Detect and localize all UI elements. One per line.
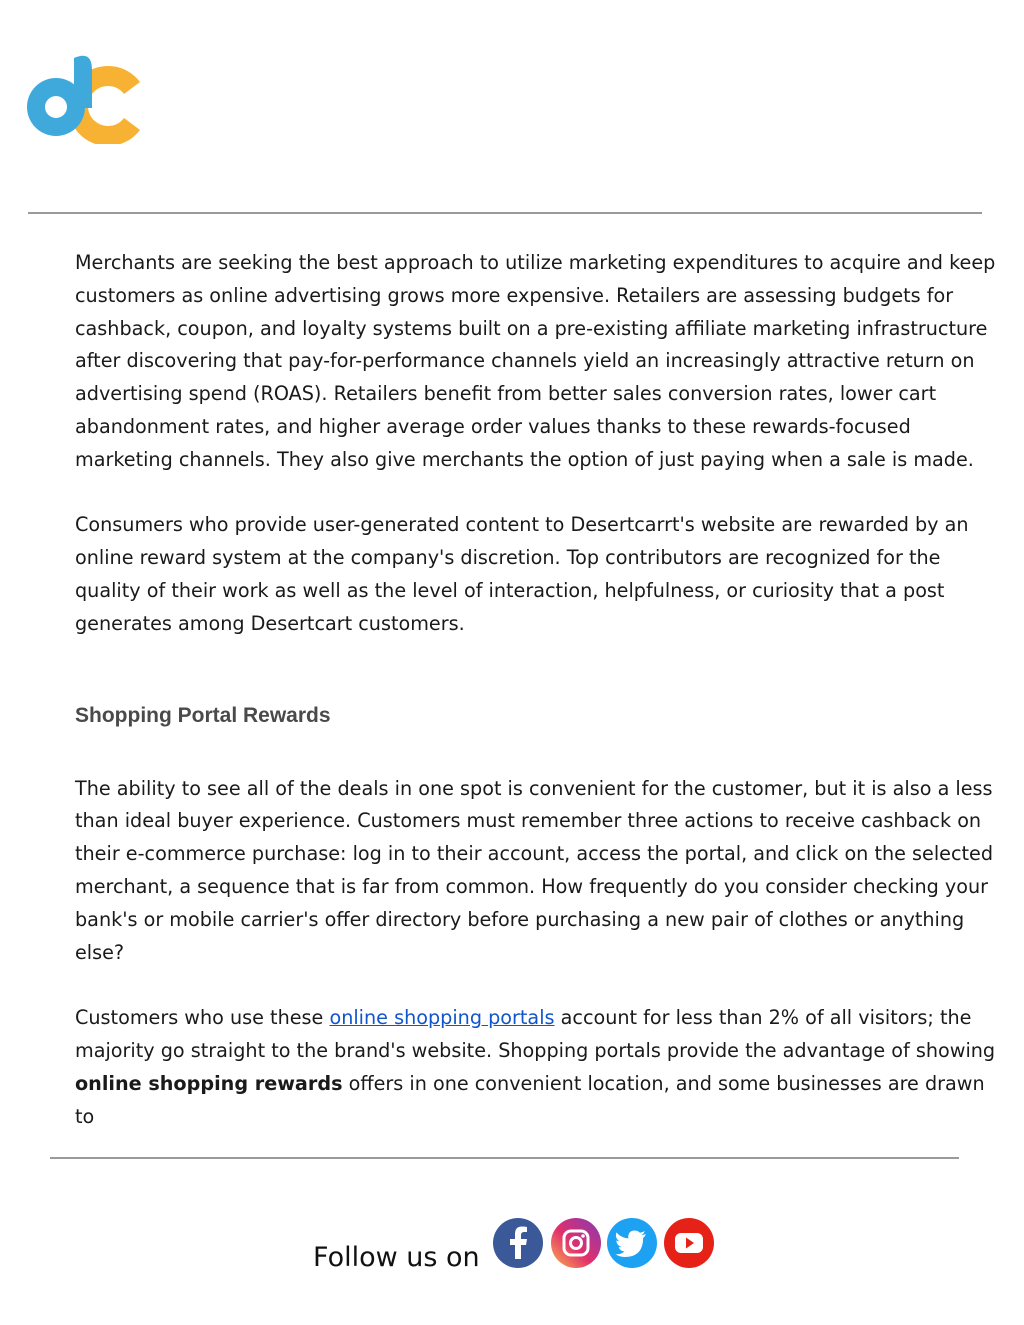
bottom-divider xyxy=(50,1157,959,1159)
p4-text-start: Customers who use these xyxy=(75,1006,330,1030)
instagram-icon xyxy=(550,1217,602,1269)
paragraph-merchants: Merchants are seeking the best approach to utilize marketing expenditures to acquire and keep customers as online advertising grows more expensive. Retailers are assessing budgets for cashback, coupon, and loyalty systems built on a pre-existing affiliate marketing infrastructure after discovering that pay-for-performance channels yield an increasingly attractive return on advertising spend (ROAS). Retailers benefit from better sales conversion rates, lower cart abandonment rates, and higher average order values thanks to these rewards-focused marketing channels. They also give merchants the option of just paying when a sale is made. xyxy=(75,251,996,471)
section-heading: Shopping Portal Rewards xyxy=(75,703,331,727)
facebook-link[interactable] xyxy=(492,1217,544,1269)
top-divider xyxy=(28,212,982,214)
dc-logo-icon xyxy=(22,48,140,144)
p4-bold-text: online shopping rewards xyxy=(75,1071,343,1095)
article-body xyxy=(75,247,1005,1133)
facebook-icon xyxy=(492,1217,544,1269)
paragraph-portal-convenience: The ability to see all of the deals in one spot is convenient for the customer, but it is also a less than ideal buyer experience. Customers must remember three actions to receive cashback on their e-commerce purchase: log in to their account, access the portal, and click on the selected merchant, a sequence that is far from common. How frequently do you consider checking your bank's or mobile carrier's offer directory before purchasing a new pair of clothes or anything else? xyxy=(75,776,994,964)
follow-us-label: Follow us on xyxy=(313,1242,480,1273)
twitter-link[interactable] xyxy=(606,1217,658,1269)
youtube-icon xyxy=(663,1217,715,1269)
twitter-icon xyxy=(606,1217,658,1269)
paragraph-portal-customers xyxy=(75,1002,1005,1133)
p4-text-middle: account for less than 2% of all visitors; the majority go straight to the brand's website. Shopping portals provide the advantage of showing xyxy=(75,1006,996,1062)
brand-logo xyxy=(22,48,140,144)
youtube-link[interactable] xyxy=(663,1217,715,1269)
online-shopping-portals-link[interactable]: online shopping portals xyxy=(329,1006,555,1030)
p4-text-end: offers in one convenient location, and some businesses are drawn to xyxy=(75,1071,985,1128)
instagram-link[interactable] xyxy=(550,1217,602,1269)
paragraph-consumers: Consumers who provide user-generated content to Desertcarrt's website are rewarded by an online reward system at the company's discretion. Top contributors are recognized for the quality of their work as well as the level of interaction, helpfulness, or curiosity that a post generates among Desertcart customers. xyxy=(75,513,969,635)
